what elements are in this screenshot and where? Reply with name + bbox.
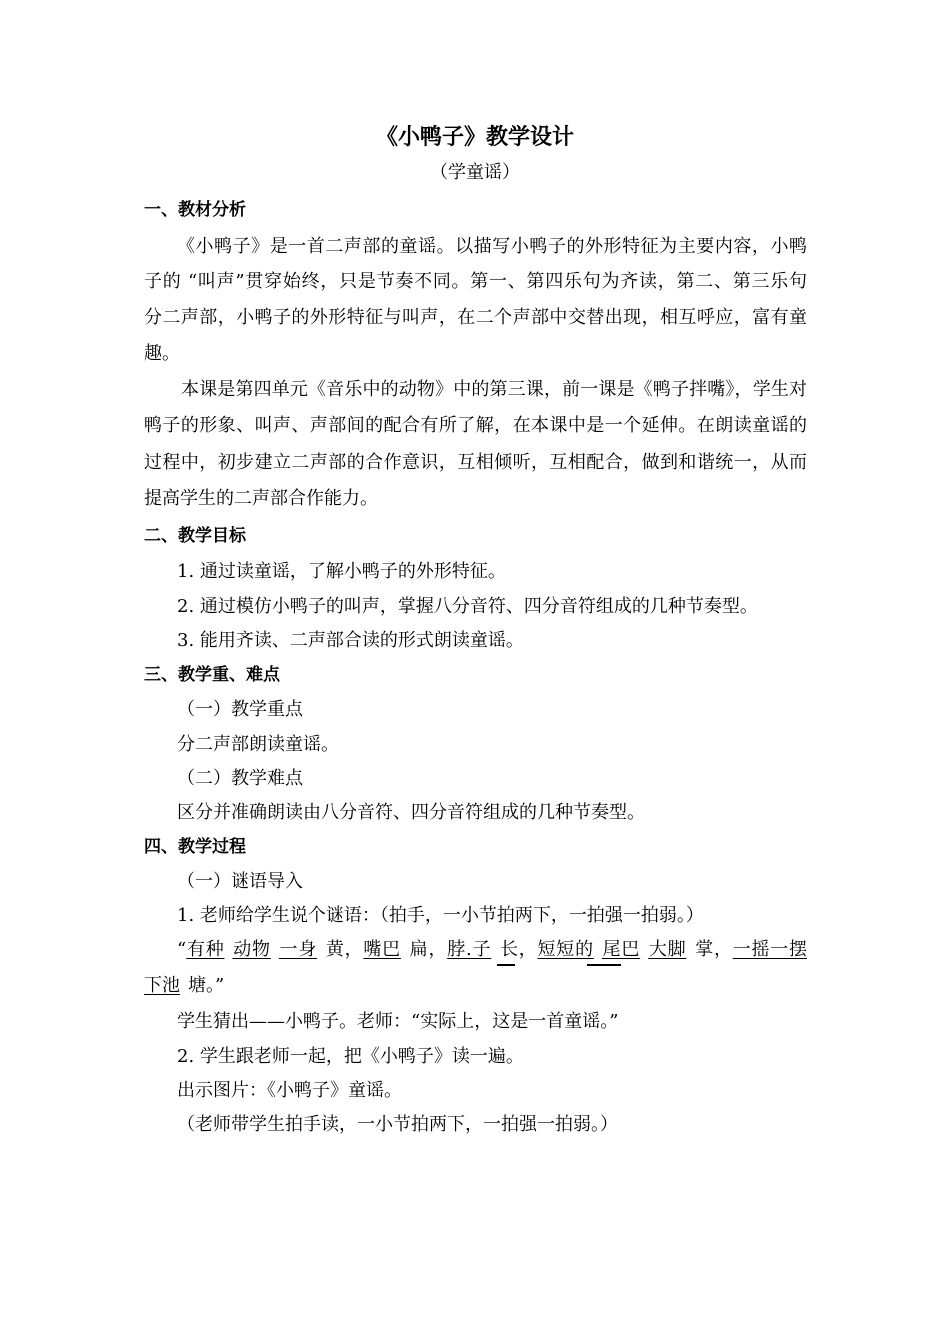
difficulty-text: 区分并准确朗读由八分音符、四分音符组成的几种节奏型。 [177, 802, 645, 823]
riddle-text: 塘。” [188, 975, 225, 996]
key-point-text: 分二声部朗读童谣。 [177, 734, 339, 755]
rhythm-mark [497, 964, 515, 966]
riddle-word: 动物 [232, 939, 271, 960]
process-item-1: 1. 老师给学生说个谜语：（拍手，一小节拍两下，一拍强一拍弱。） [177, 905, 704, 926]
section-heading-4: 四、教学过程 [144, 837, 246, 857]
riddle-word: 下池 [144, 975, 180, 996]
paragraph-2-line-1: 本课是第四单元《音乐中的动物》中的第三课，前一课是《鸭子拌嘴》，学生对 [181, 379, 807, 400]
section-heading-1: 一、教材分析 [144, 200, 246, 220]
riddle-word: 嘴巴 [363, 939, 401, 960]
riddle-word: 短短的 [537, 939, 594, 960]
paragraph-2-line-4: 提高学生的二声部合作能力。 [144, 488, 378, 509]
riddle-intro-heading: （一）谜语导入 [177, 871, 303, 892]
riddle-text: 黄， [325, 939, 364, 960]
riddle-word: 尾巴 [601, 939, 641, 960]
process-item-2: 2. 学生跟老师一起，把《小鸭子》读一遍。 [177, 1046, 524, 1067]
riddle-text: 掌， [694, 939, 733, 960]
section-heading-3: 三、教学重、难点 [144, 665, 280, 685]
clap-note-text: （老师带学生拍手读，一小节拍两下，一拍强一拍弱。） [177, 1114, 618, 1135]
goal-item-3: 3. 能用齐读、二声部合读的形式朗读童谣。 [177, 630, 524, 651]
key-point-heading: （一）教学重点 [177, 699, 303, 720]
document-title: 《小鸭子》教学设计 [375, 124, 574, 150]
paragraph-2-line-3: 过程中，初步建立二声部的合作意识，互相倾听，互相配合，做到和谐统一，从而 [144, 452, 807, 473]
paragraph-1-line-1: 《小鸭子》是一首二声部的童谣。以描写小鸭子的外形特征为主要内容，小鸭 [177, 236, 807, 257]
riddle-line-2 [144, 975, 224, 997]
show-picture-text: 出示图片：《小鸭子》童谣。 [177, 1080, 402, 1101]
goal-item-1: 1. 通过读童谣，了解小鸭子的外形特征。 [177, 561, 506, 582]
riddle-word: 大脚 [648, 939, 687, 960]
difficulty-heading: （二）教学难点 [177, 768, 303, 789]
riddle-word: 一身 [278, 939, 318, 960]
paragraph-2-line-2: 鸭子的形象、叫声、声部间的配合有所了解，在本课中是一个延伸。在朗读童谣的 [144, 415, 807, 436]
riddle-word: 有种 [186, 939, 225, 960]
paragraph-1-line-2: 子的 “叫声”贯穿始终，只是节奏不同。第一、第四乐句为齐读，第二、第三乐句 [144, 271, 807, 292]
riddle-text: 长， [499, 939, 538, 960]
riddle-text: 扁， [408, 939, 448, 960]
rhythm-mark [587, 964, 621, 966]
riddle-line-1 [177, 939, 807, 961]
document-subtitle: （学童谣） [430, 162, 520, 183]
riddle-word: 一摇一摆 [732, 939, 808, 960]
section-heading-2: 二、教学目标 [144, 526, 246, 546]
goal-item-2: 2. 通过模仿小鸭子的叫声，掌握八分音符、四分音符组成的几种节奏型。 [177, 596, 758, 617]
paragraph-1-line-4: 趣。 [144, 343, 180, 364]
riddle-word: 脖.子 [447, 939, 492, 960]
riddle-quote-open: “ [177, 939, 187, 960]
paragraph-1-line-3: 分二声部，小鸭子的外形特征与叫声，在二个声部中交替出现，相互呼应，富有童 [144, 307, 807, 328]
guess-text: 学生猜出——小鸭子。老师：“实际上，这是一首童谣。” [177, 1011, 619, 1032]
